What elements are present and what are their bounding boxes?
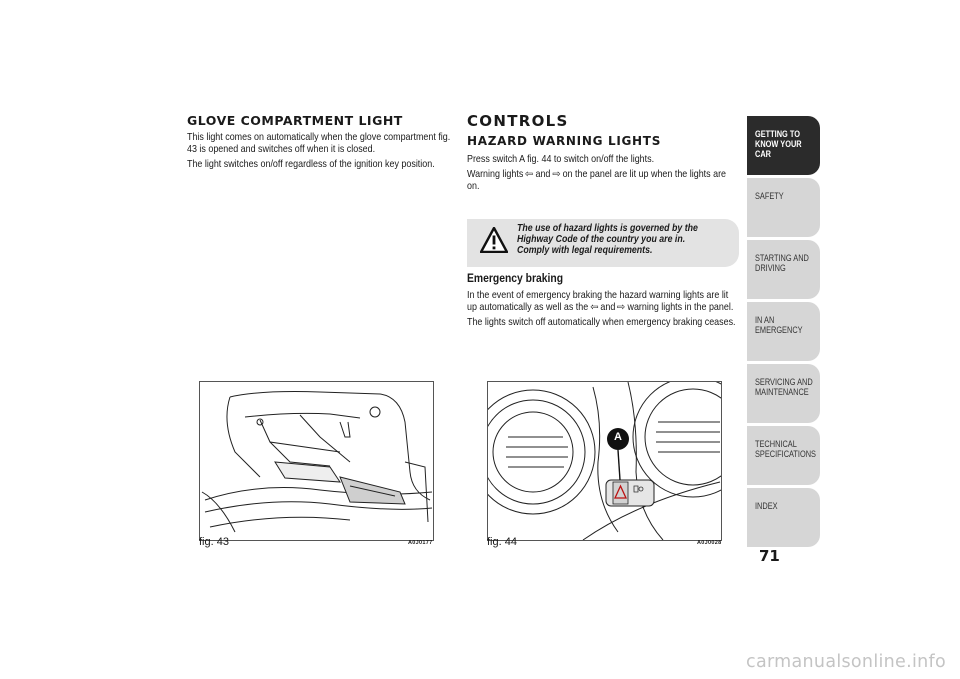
paragraph: The light switches on/off regardless of the ignition key position. [187,159,435,170]
tab-technical-specifications[interactable] [747,426,820,485]
tab-getting-to-know-your-car[interactable] [747,116,820,175]
text-run: Warning lights [467,169,524,180]
figure-code: A0J0028 [697,540,722,546]
paragraph [467,290,738,314]
chapter-sidebar [747,116,820,550]
figure-code: A0J0177 [408,540,433,546]
emergency-title: Emergency braking [467,273,564,285]
figure-glove-compartment [199,381,434,541]
warning-triangle-icon [480,227,508,253]
text-run: and [600,302,616,313]
callout-label: A [614,431,622,443]
text-run: warning lights in the panel. [627,302,734,313]
hazard-title: HAZARD WARNING LIGHTS [467,134,662,148]
watermark: carmanualsonline.info [746,652,946,672]
tab-starting-and-driving[interactable] [747,240,820,299]
text-run: on the panel are lit up when the lights are on. [467,169,727,192]
tab-label: GETTING TO KNOW YOUR CAR [755,129,802,159]
right-arrow-icon: ⇨ [617,302,626,313]
warning-text: The use of hazard lights is governed by the Highway Code of the country you are in. Comply with legal requirements. [517,223,698,256]
tab-label: IN AN EMERGENCY [755,315,803,335]
figure-caption: fig. 43 [199,536,229,548]
page-number: 71 [759,547,780,565]
tab-index[interactable] [747,488,820,547]
left-arrow-icon: ⇦ [590,302,599,313]
figure-caption: fig. 44 [487,536,517,548]
warning-box [467,219,739,267]
tab-safety[interactable] [747,178,820,237]
glove-light-section [187,113,457,174]
paragraph: The lights switch off automatically when emergency braking ceases. [467,317,736,328]
right-arrow-icon: ⇨ [552,169,561,180]
figure-hazard-switch [487,381,722,541]
tab-label: STARTING AND DRIVING [755,253,809,273]
controls-title: CONTROLS [467,112,569,130]
tab-label: SAFETY [755,191,784,201]
tab-label: TECHNICAL SPECIFICATIONS [755,439,816,459]
text-run: In the event of emergency braking the hazard warning lights are lit up automatically as well as the [467,290,729,313]
left-arrow-icon: ⇦ [525,169,534,180]
text-run: and [535,169,551,180]
paragraph: This light comes on automatically when the glove compartment fig. 43 is opened and switches off when it is closed. [187,132,451,155]
tab-servicing-and-maintenance[interactable] [747,364,820,423]
dashboard-illustration [488,382,721,540]
paragraph: Press switch A fig. 44 to switch on/off the lights. [467,154,655,165]
tab-label: INDEX [755,501,778,511]
tab-in-an-emergency[interactable] [747,302,820,361]
glove-compartment-illustration [200,382,433,540]
section-title: GLOVE COMPARTMENT LIGHT [187,113,403,128]
tab-label: SERVICING AND MAINTENANCE [755,377,813,397]
paragraph [467,169,738,193]
